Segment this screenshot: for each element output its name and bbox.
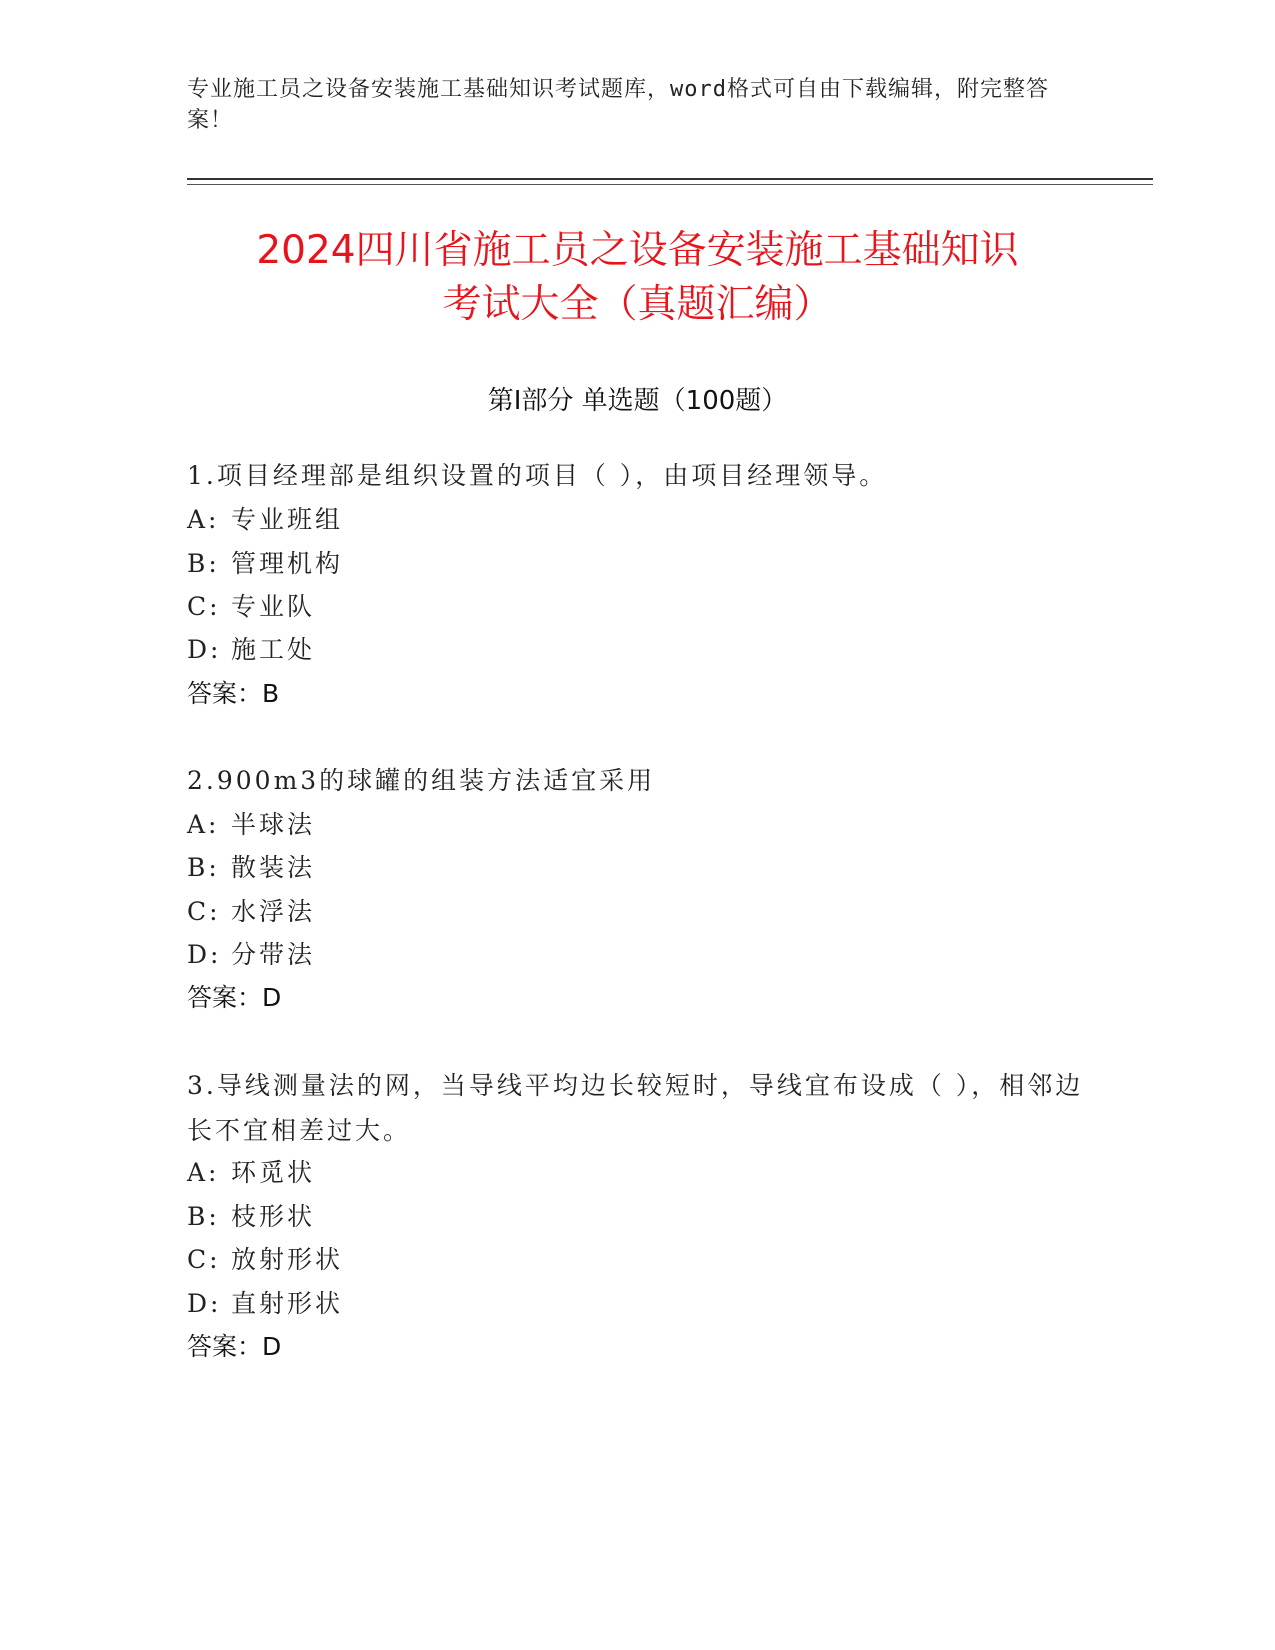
question-3-answer: 答案：D — [187, 1332, 282, 1361]
option-text: 施工处 — [231, 635, 316, 664]
option-key: B: — [187, 853, 220, 882]
header-note: 专业施工员之设备安装施工基础知识考试题库，word格式可自由下载编辑，附完整答案！ — [187, 77, 1049, 133]
option-key: A: — [187, 505, 220, 534]
question-2-option-a — [187, 808, 1087, 842]
question-3-option-d — [187, 1287, 1087, 1321]
option-key: D: — [187, 1289, 222, 1318]
title-line-2: 考试大全（真题汇编） — [442, 282, 833, 327]
header-divider-thick — [187, 178, 1153, 180]
option-text: 分带法 — [231, 940, 316, 969]
option-text: 专业队 — [231, 592, 316, 621]
option-text: 管理机构 — [231, 549, 344, 578]
header-divider-thin — [187, 184, 1153, 185]
option-key: B: — [187, 549, 220, 578]
option-text: 水浮法 — [231, 897, 316, 926]
question-3-stem: 3.导线测量法的网，当导线平均边长较短时，导线宜布设成（ ），相邻边长不宜相差过大。 — [187, 1071, 1084, 1145]
question-3-option-b — [187, 1200, 1087, 1234]
option-text: 枝形状 — [231, 1202, 316, 1231]
question-1-option-b — [187, 547, 1087, 581]
question-2-option-c — [187, 895, 1087, 929]
option-text: 放射形状 — [231, 1245, 344, 1274]
option-text: 半球法 — [231, 810, 316, 839]
option-text: 直射形状 — [231, 1289, 344, 1318]
question-1-option-a — [187, 503, 1087, 537]
option-key: C: — [187, 897, 221, 926]
document-title — [150, 224, 1125, 332]
question-1-answer: 答案：B — [187, 679, 280, 708]
option-key: C: — [187, 592, 221, 621]
option-text: 散装法 — [231, 853, 316, 882]
question-1-stem: 1.项目经理部是组织设置的项目（ ），由项目经理领导。 — [187, 461, 888, 490]
question-1-option-d — [187, 633, 1087, 667]
option-key: A: — [187, 810, 220, 839]
question-2-option-b — [187, 851, 1087, 885]
title-line-1: 2024四川省施工员之设备安装施工基础知识 — [256, 228, 1019, 273]
question-2-answer: 答案：D — [187, 983, 282, 1012]
question-1-option-c — [187, 590, 1087, 624]
question-2-stem: 2.900m3的球罐的组装方法适宜采用 — [187, 766, 656, 795]
option-text: 专业班组 — [231, 505, 344, 534]
option-key: D: — [187, 635, 222, 664]
question-3-option-a — [187, 1156, 1087, 1190]
section-heading: 第Ⅰ部分 单选题（100题） — [487, 386, 788, 416]
option-text: 环觅状 — [231, 1158, 316, 1187]
question-2-option-d — [187, 938, 1087, 972]
question-3-option-c — [187, 1243, 1087, 1277]
option-key: B: — [187, 1202, 220, 1231]
option-key: A: — [187, 1158, 220, 1187]
option-key: C: — [187, 1245, 221, 1274]
option-key: D: — [187, 940, 222, 969]
